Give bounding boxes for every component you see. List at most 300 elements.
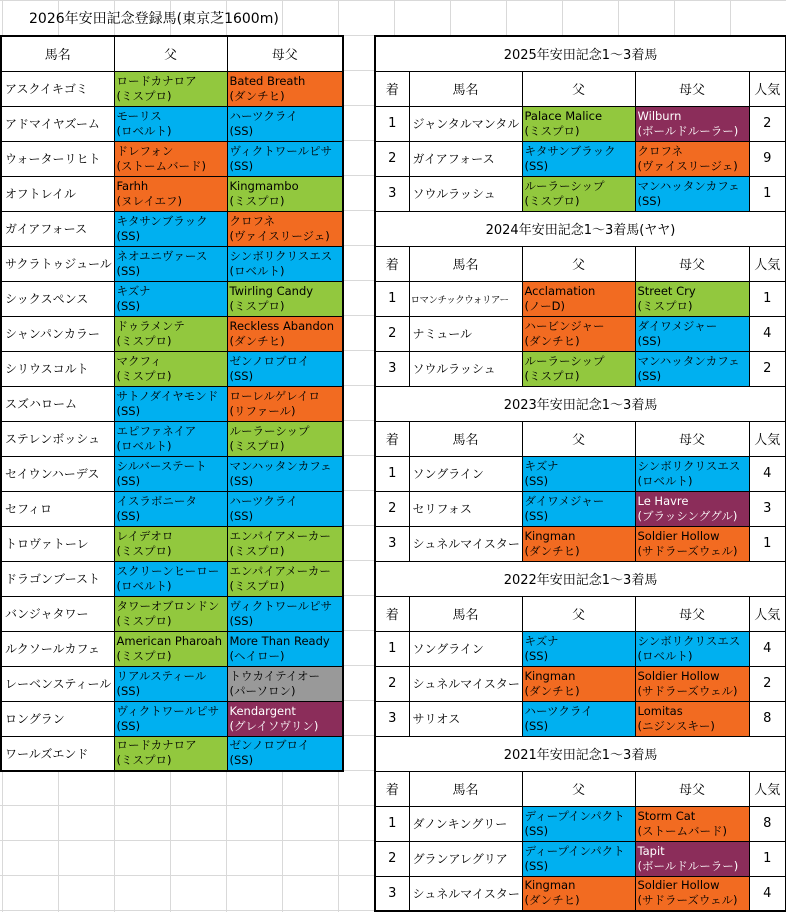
damsire-cell-line: (ロベルト) bbox=[229, 263, 285, 278]
finish-rank: 2 bbox=[375, 141, 409, 176]
sire-cell-line: (SS) bbox=[116, 403, 141, 418]
damsire-cell-line: (ミスプロ) bbox=[637, 298, 693, 313]
sire-cell-line: (ダンチヒ) bbox=[524, 333, 580, 348]
sire-cell bbox=[114, 316, 227, 351]
finish-rank: 2 bbox=[375, 316, 409, 351]
sire-cell-line: (SS) bbox=[524, 158, 549, 173]
damsire-cell bbox=[227, 141, 343, 176]
sire-cell-horse: Farhh bbox=[116, 178, 149, 193]
sire-cell-line: (ダンチヒ) bbox=[524, 683, 580, 698]
horse-name: シュネルマイスター bbox=[409, 666, 522, 701]
horse-name: ステレンボッシュ bbox=[1, 421, 114, 456]
horse-name: ガイアフォース bbox=[409, 141, 522, 176]
damsire-cell-line: (SS) bbox=[637, 333, 662, 348]
header-damsire: 母父 bbox=[635, 771, 749, 806]
sire-cell-horse: キタサンブラック bbox=[524, 143, 616, 158]
header-damsire: 母父 bbox=[227, 36, 343, 71]
section-title-row bbox=[375, 561, 786, 596]
popularity: 4 bbox=[749, 316, 786, 351]
sire-cell-horse: キズナ bbox=[524, 458, 559, 473]
damsire-cell bbox=[635, 141, 749, 176]
sire-cell bbox=[522, 876, 635, 911]
horse-name: シュネルマイスター bbox=[409, 876, 522, 911]
sire-cell-line: (ミスプロ) bbox=[116, 333, 172, 348]
sire-cell-line: (SS) bbox=[116, 683, 141, 698]
horse-name: ガイアフォース bbox=[1, 211, 114, 246]
table-row bbox=[1, 106, 343, 141]
header-sire: 父 bbox=[522, 246, 635, 281]
table-row bbox=[1, 71, 343, 106]
sire-cell-line: (SS) bbox=[524, 718, 549, 733]
damsire-cell bbox=[227, 106, 343, 141]
damsire-cell-horse: Soldier Hollow bbox=[637, 668, 720, 683]
sire-cell bbox=[114, 421, 227, 456]
damsire-cell-horse: エンパイアメーカー bbox=[229, 528, 331, 543]
damsire-cell-line: (ミスプロ) bbox=[229, 193, 285, 208]
table-row bbox=[1, 456, 343, 491]
sire-cell bbox=[114, 211, 227, 246]
damsire-cell bbox=[227, 281, 343, 316]
finish-rank: 1 bbox=[375, 806, 409, 841]
damsire-cell-horse: Street Cry bbox=[637, 283, 696, 298]
sire-cell-line: (ロベルト) bbox=[116, 123, 172, 138]
finish-rank: 3 bbox=[375, 176, 409, 211]
table-row bbox=[1, 386, 343, 421]
damsire-cell-line: (サドラーズウェル) bbox=[637, 683, 738, 698]
section-title-row bbox=[375, 736, 786, 771]
horse-name: ダノンキングリー bbox=[409, 806, 522, 841]
popularity: 2 bbox=[749, 666, 786, 701]
table-row bbox=[1, 246, 343, 281]
result-row bbox=[375, 351, 786, 386]
damsire-cell bbox=[635, 806, 749, 841]
sire-cell-horse: ディープインパクト bbox=[524, 808, 625, 823]
popularity: 1 bbox=[749, 841, 786, 876]
header-damsire: 母父 bbox=[635, 421, 749, 456]
damsire-cell-horse: Soldier Hollow bbox=[637, 878, 720, 893]
sire-cell-horse: ヴィクトワールピサ bbox=[116, 703, 220, 718]
header-horse-name: 馬名 bbox=[1, 36, 114, 71]
damsire-cell-horse: シンボリクリスエス bbox=[229, 248, 333, 263]
sire-cell bbox=[522, 456, 635, 491]
header-sire: 父 bbox=[522, 596, 635, 631]
damsire-cell-line: (ボールドルーラー) bbox=[637, 123, 739, 138]
result-row bbox=[375, 631, 786, 666]
damsire-cell-horse: ルーラーシップ bbox=[229, 423, 310, 438]
horse-name: オフトレイル bbox=[1, 176, 114, 211]
damsire-cell-horse: マンハッタンカフェ bbox=[637, 178, 740, 193]
horse-name: グランアレグリア bbox=[409, 841, 522, 876]
section-header-row bbox=[375, 596, 786, 631]
sire-cell bbox=[522, 631, 635, 666]
sire-cell bbox=[114, 631, 227, 666]
damsire-cell-horse: ゼンノロブロイ bbox=[229, 353, 310, 368]
damsire-cell-horse: マンハッタンカフェ bbox=[229, 458, 332, 473]
damsire-cell-horse: ローレルゲレイロ bbox=[229, 388, 320, 403]
header-horse-name: 馬名 bbox=[409, 71, 522, 106]
horse-name: ジャンタルマンタル bbox=[409, 106, 522, 141]
damsire-cell-line: (SS) bbox=[229, 368, 254, 383]
table-header-row bbox=[1, 36, 343, 71]
header-popularity: 人気 bbox=[749, 246, 786, 281]
sire-cell-horse: サトノダイヤモンド bbox=[116, 388, 219, 403]
table-row bbox=[1, 176, 343, 211]
finish-rank: 2 bbox=[375, 666, 409, 701]
damsire-cell bbox=[227, 421, 343, 456]
sire-cell bbox=[114, 281, 227, 316]
finish-rank: 2 bbox=[375, 491, 409, 526]
sire-cell bbox=[114, 526, 227, 561]
table-row bbox=[1, 211, 343, 246]
horse-name: シャンパンカラー bbox=[1, 316, 114, 351]
damsire-cell-horse: エンパイアメーカー bbox=[229, 563, 331, 578]
damsire-cell-line: (ダンチヒ) bbox=[229, 333, 285, 348]
damsire-cell-line: (ストームバード) bbox=[637, 823, 727, 838]
registered-horses-table bbox=[0, 35, 344, 772]
damsire-cell-horse: ヴィクトワールピサ bbox=[229, 143, 333, 158]
damsire-cell bbox=[635, 526, 749, 561]
popularity: 4 bbox=[749, 456, 786, 491]
damsire-cell-horse: Kingmambo bbox=[229, 178, 299, 193]
section-title-row bbox=[375, 36, 786, 71]
sire-cell-line: (ダンチヒ) bbox=[524, 543, 580, 558]
damsire-cell-line: (ミスプロ) bbox=[229, 543, 285, 558]
sire-cell-line: (SS) bbox=[524, 473, 549, 488]
damsire-cell-line: (ボールドルーラー) bbox=[637, 858, 739, 873]
result-row bbox=[375, 141, 786, 176]
damsire-cell bbox=[227, 526, 343, 561]
finish-rank: 1 bbox=[375, 281, 409, 316]
damsire-cell-line: (リファール) bbox=[229, 403, 296, 418]
damsire-cell-line: (SS) bbox=[229, 123, 254, 138]
sire-cell bbox=[522, 526, 635, 561]
damsire-cell-line: (SS) bbox=[637, 368, 662, 383]
popularity: 3 bbox=[749, 491, 786, 526]
damsire-cell-line: (SS) bbox=[637, 193, 662, 208]
sire-cell-line: (ノーD) bbox=[524, 298, 565, 313]
sire-cell-horse: American Pharoah bbox=[116, 633, 222, 648]
sire-cell-horse: エピファネイア bbox=[116, 423, 197, 438]
result-row bbox=[375, 316, 786, 351]
damsire-cell-line: (ロベルト) bbox=[637, 648, 693, 663]
header-popularity: 人気 bbox=[749, 771, 786, 806]
result-row bbox=[375, 176, 786, 211]
result-row bbox=[375, 456, 786, 491]
damsire-cell-line: (SS) bbox=[229, 508, 254, 523]
sire-cell-line: (ロベルト) bbox=[116, 578, 172, 593]
damsire-cell bbox=[635, 491, 749, 526]
sire-cell bbox=[522, 491, 635, 526]
sire-cell-horse: Kingman bbox=[524, 878, 576, 893]
horse-name: サクラトゥジュール bbox=[1, 246, 114, 281]
horse-name: シリウスコルト bbox=[1, 351, 114, 386]
result-row bbox=[375, 666, 786, 701]
sire-cell-horse: Kingman bbox=[524, 668, 576, 683]
sire-cell-horse: ネオユニヴァース bbox=[116, 248, 208, 263]
damsire-cell bbox=[635, 106, 749, 141]
damsire-cell bbox=[635, 176, 749, 211]
sire-cell-horse: Acclamation bbox=[524, 283, 596, 298]
header-damsire: 母父 bbox=[635, 246, 749, 281]
table-row bbox=[1, 736, 343, 771]
sire-cell-line: (SS) bbox=[116, 228, 141, 243]
horse-name: アスクイキゴミ bbox=[1, 71, 114, 106]
header-damsire: 母父 bbox=[635, 596, 749, 631]
table-row bbox=[1, 631, 343, 666]
sire-cell bbox=[114, 106, 227, 141]
sire-cell-horse: イスラボニータ bbox=[116, 493, 197, 508]
sire-cell bbox=[114, 596, 227, 631]
damsire-cell bbox=[635, 456, 749, 491]
sire-cell-line: (ミスプロ) bbox=[116, 753, 172, 768]
damsire-cell-horse: Tapit bbox=[637, 843, 665, 858]
popularity: 8 bbox=[749, 806, 786, 841]
horse-name: アドマイヤズーム bbox=[1, 106, 114, 141]
sire-cell-horse: ドゥラメンテ bbox=[116, 318, 185, 333]
sire-cell-line: (SS) bbox=[116, 473, 141, 488]
sire-cell-horse: ロードカナロア bbox=[116, 73, 197, 88]
header-popularity: 人気 bbox=[749, 421, 786, 456]
popularity: 1 bbox=[749, 526, 786, 561]
popularity: 1 bbox=[749, 176, 786, 211]
damsire-cell-horse: ハーツクライ bbox=[229, 108, 298, 123]
horse-name: シックスペンス bbox=[1, 281, 114, 316]
finish-rank: 3 bbox=[375, 526, 409, 561]
horse-name: ルクソールカフェ bbox=[1, 631, 114, 666]
damsire-cell bbox=[227, 561, 343, 596]
section-header-row bbox=[375, 246, 786, 281]
section-title: 2023年安田記念1～3着馬 bbox=[375, 386, 786, 421]
sire-cell-horse: Kingman bbox=[524, 528, 576, 543]
sire-cell bbox=[522, 141, 635, 176]
damsire-cell bbox=[227, 666, 343, 701]
damsire-cell bbox=[227, 386, 343, 421]
horse-name: スズハローム bbox=[1, 386, 114, 421]
popularity: 4 bbox=[749, 631, 786, 666]
horse-name: ワールズエンド bbox=[1, 736, 114, 771]
damsire-cell-line: (SS) bbox=[229, 473, 254, 488]
sire-cell bbox=[114, 736, 227, 771]
damsire-cell-horse: Reckless Abandon bbox=[229, 318, 335, 333]
horse-name: ソウルラッシュ bbox=[409, 176, 522, 211]
finish-rank: 1 bbox=[375, 631, 409, 666]
section-header-row bbox=[375, 71, 786, 106]
sire-cell-line: (ミスプロ) bbox=[116, 543, 172, 558]
damsire-cell bbox=[635, 666, 749, 701]
result-row bbox=[375, 106, 786, 141]
damsire-cell-line: (ニジンスキー) bbox=[637, 718, 715, 733]
popularity: 9 bbox=[749, 141, 786, 176]
sire-cell-line: (SS) bbox=[524, 648, 549, 663]
sire-cell-horse: キタサンブラック bbox=[116, 213, 208, 228]
table-row bbox=[1, 141, 343, 176]
header-rank: 着 bbox=[375, 246, 409, 281]
damsire-cell-horse: Kendargent bbox=[229, 703, 296, 718]
damsire-cell bbox=[227, 211, 343, 246]
damsire-cell-horse: トウカイテイオー bbox=[229, 668, 321, 683]
damsire-cell bbox=[635, 351, 749, 386]
sire-cell-horse: ハーツクライ bbox=[524, 703, 593, 718]
sire-cell bbox=[114, 386, 227, 421]
sire-cell-line: (SS) bbox=[116, 718, 141, 733]
sire-cell bbox=[114, 246, 227, 281]
damsire-cell bbox=[227, 596, 343, 631]
damsire-cell-horse: ヴィクトワールピサ bbox=[229, 598, 333, 613]
result-row bbox=[375, 491, 786, 526]
horse-name: ソングライン bbox=[409, 456, 522, 491]
sire-cell-line: (ミスプロ) bbox=[116, 613, 172, 628]
damsire-cell-horse: ゼンノロブロイ bbox=[229, 738, 310, 753]
popularity: 8 bbox=[749, 701, 786, 736]
sire-cell-line: (SS) bbox=[524, 508, 549, 523]
header-popularity: 人気 bbox=[749, 71, 786, 106]
header-sire: 父 bbox=[114, 36, 227, 71]
header-rank: 着 bbox=[375, 421, 409, 456]
damsire-cell-line: (パーソロン) bbox=[229, 683, 296, 698]
sire-cell-line: (ミスプロ) bbox=[524, 193, 580, 208]
sire-cell bbox=[522, 281, 635, 316]
damsire-cell-line: (ヴァイスリージェ) bbox=[637, 158, 738, 173]
damsire-cell bbox=[635, 701, 749, 736]
horse-name: ウォーターリヒト bbox=[1, 141, 114, 176]
damsire-cell-horse: シンボリクリスエス bbox=[637, 458, 741, 473]
damsire-cell-horse: ハーツクライ bbox=[229, 493, 298, 508]
sire-cell-line: (SS) bbox=[116, 263, 141, 278]
damsire-cell-horse: クロフネ bbox=[229, 213, 276, 228]
popularity: 2 bbox=[749, 106, 786, 141]
table-row bbox=[1, 491, 343, 526]
horse-name: ソウルラッシュ bbox=[409, 351, 522, 386]
horse-name: ナミュール bbox=[409, 316, 522, 351]
damsire-cell-line: (ロベルト) bbox=[637, 473, 693, 488]
section-header-row bbox=[375, 771, 786, 806]
sire-cell-horse: リアルスティール bbox=[116, 668, 207, 683]
damsire-cell-line: (サドラーズウェル) bbox=[637, 543, 738, 558]
table-row bbox=[1, 281, 343, 316]
sire-cell-horse: ドレフォン bbox=[116, 143, 174, 158]
page-title: 2026年安田記念登録馬(東京芝1600m) bbox=[29, 11, 279, 27]
sire-cell bbox=[522, 841, 635, 876]
table-row bbox=[1, 526, 343, 561]
popularity: 2 bbox=[749, 351, 786, 386]
sire-cell bbox=[522, 176, 635, 211]
horse-name: ロマンチックウォリアー bbox=[409, 281, 522, 316]
damsire-cell bbox=[635, 631, 749, 666]
sire-cell-horse: ハービンジャー bbox=[524, 318, 605, 333]
sire-cell-horse: タワーオブロンドン bbox=[116, 598, 220, 613]
horse-name: トロヴァトーレ bbox=[1, 526, 114, 561]
damsire-cell bbox=[227, 176, 343, 211]
damsire-cell bbox=[635, 281, 749, 316]
table-row bbox=[1, 316, 343, 351]
header-horse-name: 馬名 bbox=[409, 246, 522, 281]
damsire-cell-horse: Soldier Hollow bbox=[637, 528, 720, 543]
sire-cell-line: (ミスプロ) bbox=[524, 123, 580, 138]
sire-cell bbox=[522, 106, 635, 141]
sire-cell bbox=[522, 701, 635, 736]
finish-rank: 1 bbox=[375, 456, 409, 491]
sire-cell-horse: Palace Malice bbox=[524, 108, 603, 123]
damsire-cell-line: (ダンチヒ) bbox=[229, 88, 285, 103]
header-sire: 父 bbox=[522, 771, 635, 806]
header-horse-name: 馬名 bbox=[409, 421, 522, 456]
damsire-cell-line: (グレイソヴリン) bbox=[229, 718, 319, 733]
damsire-cell bbox=[635, 841, 749, 876]
sire-cell bbox=[522, 666, 635, 701]
horse-name: バンジャタワー bbox=[1, 596, 114, 631]
table-row bbox=[1, 701, 343, 736]
horse-name: レーベンスティール bbox=[1, 666, 114, 701]
finish-rank: 2 bbox=[375, 841, 409, 876]
damsire-cell bbox=[227, 351, 343, 386]
damsire-cell-line: (SS) bbox=[229, 753, 254, 768]
sire-cell-line: (ロベルト) bbox=[116, 438, 172, 453]
damsire-cell-horse: Wilburn bbox=[637, 108, 682, 123]
section-title: 2025年安田記念1～3着馬 bbox=[375, 36, 786, 71]
table-row bbox=[1, 351, 343, 386]
popularity: 1 bbox=[749, 281, 786, 316]
finish-rank: 1 bbox=[375, 106, 409, 141]
sire-cell bbox=[114, 351, 227, 386]
damsire-cell bbox=[227, 631, 343, 666]
sire-cell bbox=[114, 666, 227, 701]
damsire-cell-horse: マンハッタンカフェ bbox=[637, 353, 740, 368]
sire-cell-horse: ディープインパクト bbox=[524, 843, 625, 858]
section-title-row bbox=[375, 211, 786, 246]
damsire-cell-line: (SS) bbox=[229, 613, 254, 628]
section-title: 2022年安田記念1～3着馬 bbox=[375, 561, 786, 596]
damsire-cell bbox=[635, 316, 749, 351]
damsire-cell-horse: Lomitas bbox=[637, 703, 683, 718]
sire-cell-line: (ヌレイエフ) bbox=[116, 193, 182, 208]
horse-name: セリフォス bbox=[409, 491, 522, 526]
damsire-cell bbox=[227, 246, 343, 281]
header-rank: 着 bbox=[375, 71, 409, 106]
damsire-cell bbox=[227, 736, 343, 771]
sire-cell-line: (SS) bbox=[116, 508, 141, 523]
damsire-cell-horse: クロフネ bbox=[637, 143, 684, 158]
sire-cell-horse: レイデオロ bbox=[116, 528, 174, 543]
horse-name: サリオス bbox=[409, 701, 522, 736]
finish-rank: 3 bbox=[375, 701, 409, 736]
header-horse-name: 馬名 bbox=[409, 771, 522, 806]
sire-cell-line: (ミスプロ) bbox=[116, 648, 172, 663]
header-damsire: 母父 bbox=[635, 71, 749, 106]
damsire-cell-line: (ミスプロ) bbox=[229, 298, 285, 313]
table-row bbox=[1, 596, 343, 631]
horse-name: シュネルマイスター bbox=[409, 526, 522, 561]
sire-cell bbox=[522, 351, 635, 386]
sire-cell-line: (ミスプロ) bbox=[116, 368, 172, 383]
damsire-cell-horse: Bated Breath bbox=[229, 73, 306, 88]
damsire-cell-line: (SS) bbox=[229, 158, 254, 173]
finish-rank: 3 bbox=[375, 351, 409, 386]
sire-cell-horse: キズナ bbox=[116, 283, 151, 298]
result-row bbox=[375, 876, 786, 911]
damsire-cell-line: (ブラッシンググル) bbox=[637, 508, 738, 523]
table-row bbox=[1, 666, 343, 701]
sire-cell-line: (SS) bbox=[116, 298, 141, 313]
damsire-cell-line: (サドラーズウェル) bbox=[637, 893, 738, 908]
sire-cell-horse: キズナ bbox=[524, 633, 559, 648]
result-row bbox=[375, 701, 786, 736]
damsire-cell bbox=[227, 316, 343, 351]
horse-name: セフィロ bbox=[1, 491, 114, 526]
section-title: 2024年安田記念1～3着馬(ヤヤ) bbox=[375, 211, 786, 246]
damsire-cell-line: (ミスプロ) bbox=[229, 438, 285, 453]
sire-cell bbox=[522, 316, 635, 351]
sire-cell-line: (ミスプロ) bbox=[116, 88, 172, 103]
